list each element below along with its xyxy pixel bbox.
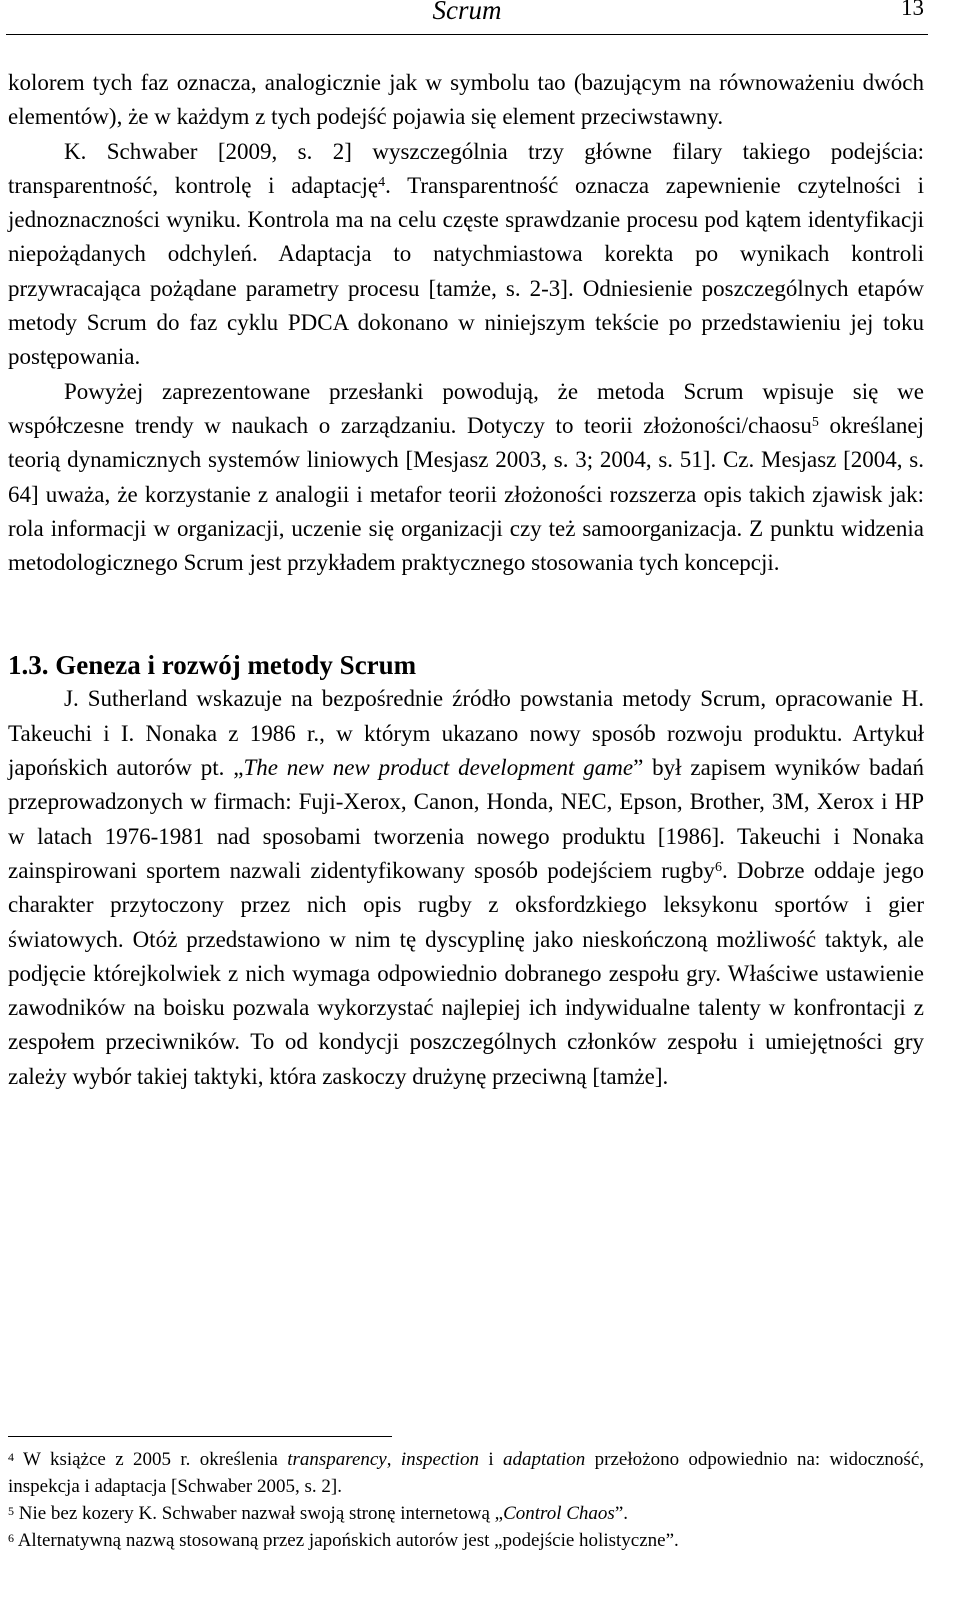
footnote-term: Control Chaos bbox=[503, 1503, 615, 1524]
body-text bbox=[8, 66, 924, 1094]
footnote-text: przełożono odpowiednio na: widoczność, inspekcja i adaptacja [Schwaber 2005, s. 2]. bbox=[8, 1449, 925, 1497]
paragraph bbox=[8, 135, 924, 375]
paragraph-text: J. Sutherland wskazuje na bezpośrednie źródło powstania metody Scrum, opracowanie H. Takeuchi i I. Nonaka z 1986 r., w którym ukazano nowy sposób rozwoju produktu. Artykuł japońskich autorów pt. „ bbox=[8, 686, 924, 781]
footnote bbox=[8, 1446, 924, 1500]
page-number: 13 bbox=[901, 0, 924, 20]
footnote-text: ”. bbox=[614, 1503, 628, 1524]
paragraph bbox=[8, 66, 924, 135]
footnote bbox=[8, 1500, 924, 1527]
paragraph-text: K. Schwaber [2009, s. 2] wyszczególnia trzy główne filary takiego podejścia: transparentność, kontrolę i adaptację bbox=[8, 138, 924, 198]
footnote-term: adaptation bbox=[502, 1449, 586, 1470]
paragraph bbox=[8, 682, 924, 1094]
footnote-number: 4 bbox=[8, 1450, 14, 1464]
paragraph-text: określanej teorią dynamicznych systemów liniowych [Mesjasz 2003, s. 3; 2004, s. 51]. Cz. Mesjasz [2004, s. 64] uważa, że korzystanie z analogii i metafor teorii złożoności rozszerza opis takich zjawisk jak: rola informacji w organizacji, uczenie się organizacji czy też samoorganizacja. Z punktu widzenia metodologicznego Scrum jest przykładem praktycznego stosowania tych koncepcji. bbox=[8, 412, 924, 576]
footnote-ref: 4 bbox=[378, 174, 386, 190]
footnotes bbox=[8, 1446, 924, 1554]
footnote-text: Alternatywną nazwą stosowaną przez japońskich autorów jest „podejście holistyczne”. bbox=[14, 1530, 679, 1551]
footnote-term: inspection bbox=[400, 1449, 479, 1470]
paragraph-text: . Transparentność oznacza zapewnienie czytelności i jednoznaczności wyniku. Kontrola ma na celu częste sprawdzanie procesu pod kątem identyfikacji niepożądanych odchyleń. Adaptacja to natychmiastowa korekta po wynikach kontroli przywracająca pożądane parametry procesu [tamże, s. 2-3]. Odniesienie poszczególnych etapów metody Scrum do faz cyklu PDCA dokonano w niniejszym tekście po przedstawieniu jej toku postępowania. bbox=[8, 172, 924, 370]
footnote-separator bbox=[8, 1436, 392, 1437]
footnote-number: 6 bbox=[8, 1531, 14, 1545]
article-title: The new new product development game bbox=[243, 755, 634, 781]
footnote-text: , bbox=[386, 1449, 401, 1470]
paragraph-text: . Dobrze oddaje jego charakter przytoczony przez nich opis rugby z oksfordzkiego leksykonu sportów i gier światowych. Otóż przedstawiono w nim tę dyscyplinę jako nieskończoną możliwość taktyk, ale podjęcie którejkolwiek z nich wymaga odpowiednio dobranego zespołu gry. Właściwe ustawienie zawodników na boisku pozwala wykorzystać najlepiej ich indywidualne talenty w konfrontacji z zespołem przeciwników. To od kondycji poszczególnych członków zespołu i umiejętności gry zależy wybór takiej taktyki, która zaskoczy drużynę przeciwną [tamże]. bbox=[8, 857, 924, 1089]
footnote-term: transparency bbox=[287, 1449, 387, 1470]
page-header bbox=[6, 0, 928, 35]
paragraph-text: ” był zapisem wyników badań przeprowadzonych w firmach: Fuji-Xerox, Canon, Honda, NEC, Epson, Brother, 3M, Xerox i HP w latach 1976-1981 nad sposobami tworzenia nowego produktu [1986]. Takeuchi i Nonaka zainspirowani sportem nazwali zidentyfikowany sposób podejściem rugby bbox=[8, 755, 925, 883]
paragraph-text: kolorem tych faz oznacza, analogicznie jak w symbolu tao (bazującym na równoważeniu dwóch elementów), że w każdym z tych podejść pojawia się element przeciwstawny. bbox=[8, 70, 924, 130]
footnote-ref: 5 bbox=[811, 414, 819, 430]
section-heading: 1.3. Geneza i rozwój metody Scrum bbox=[8, 650, 417, 681]
footnote-number: 5 bbox=[8, 1504, 14, 1518]
footnote-ref: 6 bbox=[714, 859, 722, 875]
paragraph-text: Powyżej zaprezentowane przesłanki powodują, że metoda Scrum wpisuje się we współczesne trendy w naukach o zarządzaniu. Dotyczy to teorii złożoności/chaosu bbox=[8, 378, 924, 438]
footnote-text: Nie bez kozery K. Schwaber nazwał swoją stronę internetową „ bbox=[14, 1503, 504, 1524]
running-title: Scrum bbox=[432, 0, 502, 25]
footnote bbox=[8, 1527, 924, 1554]
footnote-text: i bbox=[478, 1449, 503, 1470]
paragraph bbox=[8, 375, 924, 581]
footnote-text: W książce z 2005 r. określenia bbox=[14, 1449, 288, 1470]
